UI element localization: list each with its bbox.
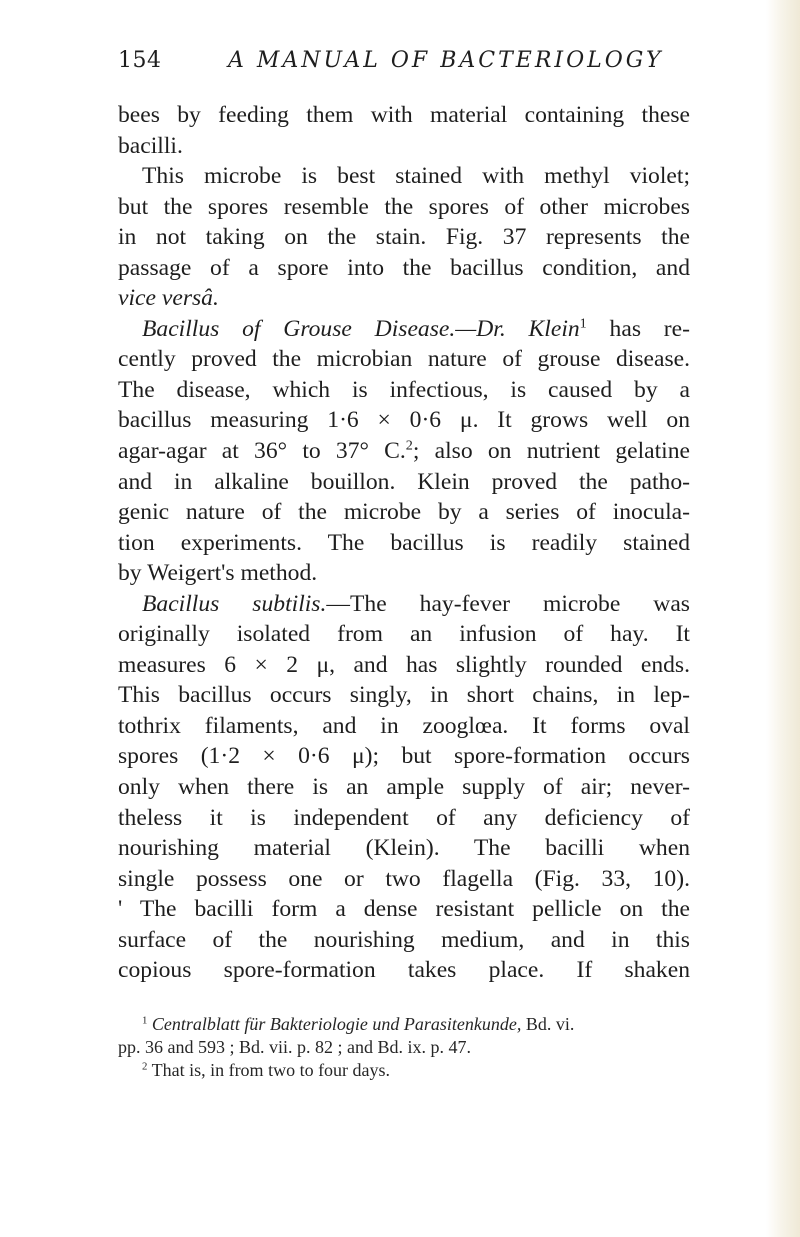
text-fragment: has re- xyxy=(586,315,690,342)
section-heading-subtilis: Bacillus subtilis. xyxy=(142,590,327,617)
text-line: but the spores resemble the spores of other microbes xyxy=(118,193,690,220)
footnote-ref-2: 2 xyxy=(405,437,413,454)
text-line: and in alkaline bouillon. Klein proved the patho- xyxy=(118,468,690,495)
text-line: genic nature of the microbe by a series of inocula- xyxy=(118,499,690,526)
text-line: ' The bacilli form a dense resistant pellicle on the xyxy=(118,896,690,923)
text-line: This bacillus occurs singly, in short chains, in lep- xyxy=(118,682,690,709)
text-line: copious spore-formation takes place. If shaken xyxy=(118,957,690,984)
text-line: measures 6 × 2 μ, and has slightly rounded ends. xyxy=(118,651,690,678)
footnote-marker: 1 xyxy=(142,1014,148,1027)
footnote-marker: 2 xyxy=(142,1060,148,1073)
text-line: spores (1·2 × 0·6 μ); but spore-formation occurs xyxy=(118,743,690,770)
running-head: A MANUAL OF BACTERIOLOGY xyxy=(228,48,664,73)
text-line: This microbe is best stained with methyl violet; xyxy=(142,163,690,190)
footnote-title: Centralblatt für Bakteriologie und Parasitenkunde, xyxy=(151,1014,522,1034)
text-line: The disease, which is infectious, is caused by a xyxy=(118,376,690,403)
text-line: nourishing material (Klein). The bacilli when xyxy=(118,835,690,862)
footnote-1 xyxy=(118,1013,690,1036)
text-fragment: —The hay-fever microbe was xyxy=(326,590,690,617)
text-line: tion experiments. The bacillus is readily stained xyxy=(118,529,690,556)
italic-phrase: vice versâ. xyxy=(118,285,219,312)
footnote-text: That is, in from two to four days. xyxy=(147,1060,391,1080)
text-line: single possess one or two flagella (Fig. 33, 10). xyxy=(118,865,690,892)
text-line: theless it is independent of any deficiency of xyxy=(118,804,690,831)
text-line: in not taking on the stain. Fig. 37 represents the xyxy=(118,224,690,251)
text-line xyxy=(118,589,690,620)
text-fragment: ; also on nutrient gelatine xyxy=(412,438,690,465)
text-line: tothrix filaments, and in zooglœa. It forms oval xyxy=(118,712,690,739)
footnote-continuation: pp. 36 and 593 ; Bd. vii. p. 82 ; and Bd. ix. p. 47. xyxy=(118,1037,471,1057)
text-line: only when there is an ample supply of air; never- xyxy=(118,774,690,801)
footnote-text: Bd. vi. xyxy=(521,1014,575,1034)
text-line: bacillus measuring 1·6 × 0·6 μ. It grows well on xyxy=(118,407,690,434)
section-heading-grouse: Bacillus of Grouse Disease.—Dr. Klein xyxy=(142,315,580,342)
text-line: passage of a spore into the bacillus condition, and xyxy=(118,254,690,281)
text-line: bees by feeding them with material containing these xyxy=(118,102,690,128)
text-line xyxy=(118,283,690,314)
text-fragment: agar-agar at 36° to 37° C. xyxy=(118,438,406,465)
footnotes xyxy=(118,1013,690,1082)
text-line xyxy=(118,436,690,467)
text-line xyxy=(118,314,690,345)
footnote-ref-1: 1 xyxy=(579,315,587,332)
text-line: originally isolated from an infusion of hay. It xyxy=(118,621,690,648)
text-line: bacilli. xyxy=(118,132,183,159)
page-header xyxy=(118,48,678,78)
footnote-2 xyxy=(118,1059,690,1082)
body-text xyxy=(118,100,690,986)
text-line: cently proved the microbian nature of grouse disease. xyxy=(118,346,690,373)
text-line: by Weigert's method. xyxy=(118,560,318,587)
page-edge-shadow xyxy=(766,0,800,1237)
page-number: 154 xyxy=(118,48,162,73)
text-line: surface of the nourishing medium, and in this xyxy=(118,926,690,953)
